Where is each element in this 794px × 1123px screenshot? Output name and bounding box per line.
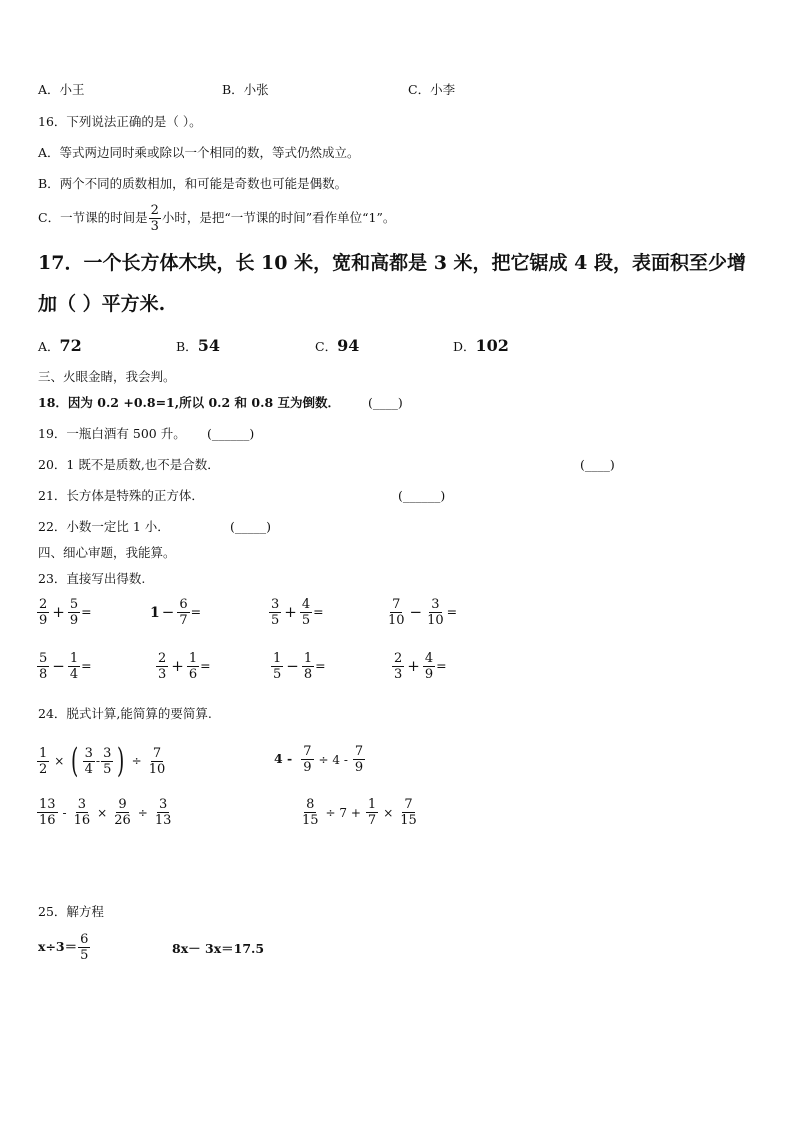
- q19-answer-blank[interactable]: (______): [207, 426, 255, 441]
- q23-item-2: [150, 597, 201, 628]
- expression-term: ÷ 4 -: [318, 752, 348, 767]
- fraction: [366, 797, 378, 828]
- fraction-numerator: 5: [39, 651, 48, 666]
- fraction: [147, 746, 168, 777]
- fraction-denominator: 4: [69, 667, 79, 682]
- operator: −: [52, 657, 65, 675]
- operator: ×: [383, 805, 394, 820]
- operator: −: [409, 603, 423, 621]
- q16-c-prefix: C．一节课的时间是: [38, 210, 148, 226]
- expression-term: ÷ 7 +: [325, 805, 361, 820]
- q23-item-8: [391, 651, 447, 682]
- fraction-denominator: 3: [158, 667, 167, 682]
- fraction: [156, 651, 168, 682]
- fraction-denominator: 9: [39, 613, 48, 628]
- fraction-denominator: 9: [354, 760, 364, 775]
- q23-item-7: [270, 651, 326, 682]
- q20-answer-blank[interactable]: (____): [580, 457, 615, 472]
- fraction: [83, 746, 95, 777]
- fraction-denominator: 4: [84, 761, 93, 777]
- fraction-numerator: 9: [118, 797, 127, 812]
- equals-sign: =: [81, 604, 92, 620]
- q17-option-c: [315, 338, 359, 354]
- fraction-denominator: 16: [39, 813, 56, 828]
- q22-answer-blank[interactable]: (_____): [230, 519, 272, 534]
- fraction: [37, 597, 49, 628]
- q16-c-fraction: [149, 203, 161, 234]
- q23-item-4: [385, 597, 457, 628]
- fraction: [177, 597, 189, 628]
- fraction: [78, 932, 90, 963]
- fraction-numerator: 6: [179, 597, 188, 612]
- fraction: [37, 651, 49, 682]
- fraction-denominator: 3: [150, 219, 159, 234]
- fraction: [37, 797, 58, 828]
- q16-option-c: [38, 203, 395, 234]
- q24-title: 24．脱式计算,能简算的要简算.: [38, 706, 212, 721]
- operator: +: [52, 603, 65, 621]
- fraction-denominator: 10: [427, 613, 444, 628]
- q18-answer-blank[interactable]: (____): [368, 395, 403, 410]
- fraction-numerator: 4: [424, 651, 434, 666]
- fraction: [353, 744, 365, 775]
- fraction-denominator: 7: [179, 613, 188, 628]
- fraction: [72, 797, 93, 828]
- operator: ÷: [131, 754, 142, 768]
- fraction-denominator: 10: [148, 761, 166, 777]
- q19-text: 19．一瓶白酒有 500 升。: [38, 426, 186, 441]
- fraction-denominator: 5: [273, 667, 282, 682]
- q24-expression-4: [299, 797, 420, 828]
- option-value: 72: [59, 336, 82, 355]
- fraction: [68, 597, 80, 628]
- q18-text: 18．因为 0.2 +0.8=1,所以 0.2 和 0.8 互为倒数．: [38, 395, 340, 410]
- fraction-denominator: 26: [114, 813, 131, 828]
- option-label: C．: [315, 339, 338, 354]
- fraction-numerator: 1: [188, 651, 198, 666]
- q23-item-6: [155, 651, 211, 682]
- fraction-denominator: 5: [301, 613, 311, 628]
- fraction-denominator: 5: [80, 948, 89, 963]
- operator: −: [286, 657, 299, 675]
- fraction-numerator: 8: [306, 797, 315, 812]
- fraction: [271, 651, 283, 682]
- fraction-numerator: 7: [354, 744, 364, 759]
- fraction-numerator: 7: [392, 597, 401, 612]
- q16-stem: 16．下列说法正确的是（ ）。: [38, 114, 202, 129]
- option-value: 54: [197, 336, 220, 355]
- equals-sign: =: [190, 604, 202, 620]
- equation-left: x÷3＝: [38, 939, 78, 955]
- equals-sign: =: [81, 658, 92, 674]
- q21-answer-blank[interactable]: (______): [398, 488, 446, 503]
- fraction: [37, 746, 49, 777]
- fraction: [101, 746, 113, 777]
- q24-expression-1: [36, 741, 168, 781]
- fraction-numerator: 13: [39, 797, 56, 812]
- fraction-numerator: 7: [152, 745, 162, 761]
- fraction-denominator: 6: [188, 667, 198, 682]
- fraction-numerator: 6: [80, 932, 89, 947]
- fraction-denominator: 16: [73, 813, 91, 828]
- fraction-numerator: 3: [103, 745, 112, 761]
- fraction: [269, 597, 281, 628]
- operator: ÷: [137, 805, 148, 820]
- equals-sign: =: [436, 658, 447, 674]
- q23-item-5: [36, 651, 92, 682]
- fraction: [398, 797, 419, 828]
- operator: ×: [54, 754, 65, 768]
- fraction-numerator: 3: [77, 797, 87, 812]
- fraction-denominator: 10: [388, 613, 405, 628]
- fraction-denominator: 9: [303, 760, 312, 775]
- operator: -: [62, 805, 67, 820]
- fraction-numerator: 4: [301, 597, 311, 612]
- fraction-numerator: 7: [303, 744, 312, 759]
- q16-option-b: B．两个不同的质数相加，和可能是奇数也可能是偶数。: [38, 176, 348, 191]
- fraction: [301, 744, 313, 775]
- fraction: [392, 651, 404, 682]
- section-3-heading: 三、火眼金睛，我会判。: [38, 369, 176, 384]
- operator: −: [161, 603, 175, 621]
- q16-c-suffix: 小时，是把“一节课的时间”看作单位“1”。: [161, 210, 396, 226]
- fraction-numerator: 3: [84, 745, 93, 761]
- fraction-denominator: 2: [39, 761, 48, 777]
- fraction-denominator: 8: [303, 667, 313, 682]
- option-value: 102: [475, 336, 509, 355]
- fraction: [386, 597, 407, 628]
- option-label: B．: [176, 339, 198, 354]
- q15-option-b: B．小张: [222, 82, 269, 97]
- whole-number: 1: [150, 604, 160, 621]
- fraction: [423, 651, 435, 682]
- equals-sign: =: [200, 658, 211, 674]
- q23-item-1: [36, 597, 92, 628]
- fraction: [300, 797, 321, 828]
- fraction-numerator: 1: [303, 651, 313, 666]
- section-4-heading: 四、细心审题，我能算。: [38, 545, 176, 560]
- fraction: [300, 597, 312, 628]
- fraction-numerator: 2: [394, 651, 403, 666]
- fraction: [112, 797, 133, 828]
- q25-equation-2: 8x－ 3x＝17.5: [172, 941, 265, 956]
- q20-text: 20．1 既不是质数,也不是合数．: [38, 457, 220, 472]
- fraction-numerator: 1: [69, 651, 79, 666]
- q17-option-d: [453, 338, 509, 354]
- fraction-numerator: 3: [158, 797, 168, 812]
- q21-text: 21．长方体是特殊的正方体．: [38, 488, 204, 503]
- q17-stem-line1: 17．一个长方体木块，长 10 米，宽和高都是 3 米，把它锯成 4 段，表面积至少增: [38, 252, 747, 274]
- fraction-denominator: 7: [367, 813, 377, 828]
- operator: +: [407, 657, 420, 675]
- q25-title: 25．解方程: [38, 904, 104, 919]
- right-paren: ): [117, 741, 125, 781]
- q15-option-a: A．小王: [38, 82, 85, 97]
- fraction-denominator: 9: [69, 613, 79, 628]
- q17-stem-line2: 加（ ）平方米.: [38, 293, 166, 315]
- fraction-denominator: 3: [394, 667, 403, 682]
- operator: +: [171, 657, 184, 675]
- option-label: A．: [38, 339, 60, 354]
- q22-text: 22．小数一定比 1 小．: [38, 519, 170, 534]
- equals-sign: =: [315, 658, 326, 674]
- fraction: [425, 597, 446, 628]
- fraction-numerator: 1: [273, 651, 282, 666]
- q24-expression-2: [274, 744, 366, 775]
- fraction-numerator: 3: [431, 597, 440, 612]
- option-value: 94: [337, 336, 360, 355]
- operator: -: [95, 752, 101, 768]
- q25-equation-1: [38, 932, 91, 963]
- option-label: D．: [453, 339, 476, 354]
- q24-expression-3: [36, 797, 174, 828]
- expression-term: 4 -: [274, 751, 293, 767]
- q17-option-b: [176, 338, 220, 354]
- fraction-denominator: 5: [271, 613, 280, 628]
- fraction-denominator: 9: [424, 667, 434, 682]
- fraction-denominator: 8: [39, 667, 48, 682]
- q15-option-c: C．小李: [408, 82, 456, 97]
- fraction-denominator: 15: [400, 813, 417, 828]
- fraction-denominator: 13: [154, 813, 172, 828]
- q17-option-a: [38, 338, 82, 354]
- fraction-denominator: 5: [103, 761, 112, 777]
- q23-item-3: [268, 597, 324, 628]
- operator: +: [284, 603, 297, 621]
- fraction-numerator: 1: [367, 797, 377, 812]
- fraction-numerator: 2: [158, 651, 167, 666]
- fraction-numerator: 3: [271, 597, 280, 612]
- fraction-numerator: 5: [69, 597, 79, 612]
- q16-option-a: A．等式两边同时乘或除以一个相同的数，等式仍然成立。: [38, 145, 360, 160]
- fraction: [187, 651, 199, 682]
- fraction-numerator: 7: [404, 797, 413, 812]
- fraction: [153, 797, 174, 828]
- operator: ×: [97, 805, 108, 820]
- fraction-numerator: 2: [150, 203, 159, 218]
- q23-title: 23．直接写出得数.: [38, 571, 146, 586]
- equals-sign: =: [446, 604, 458, 620]
- equals-sign: =: [313, 604, 324, 620]
- left-paren: (: [71, 741, 79, 781]
- fraction: [68, 651, 80, 682]
- fraction-denominator: 15: [302, 813, 319, 828]
- fraction-numerator: 2: [39, 597, 48, 612]
- fraction-numerator: 1: [39, 745, 48, 761]
- fraction: [302, 651, 314, 682]
